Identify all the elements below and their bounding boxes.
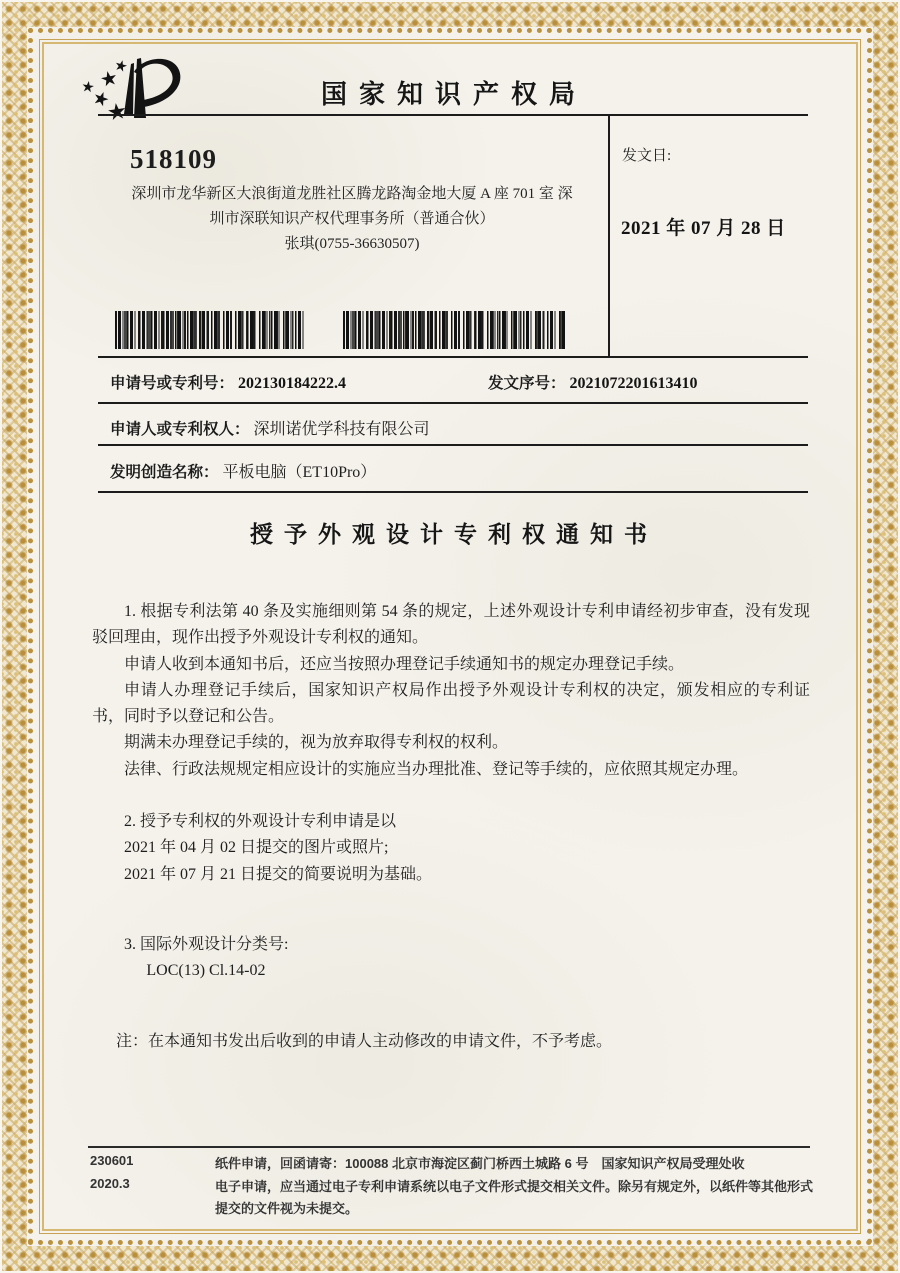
invention-name-value: 平板电脑（ET10Pro）: [222, 464, 377, 481]
notice-body: [92, 599, 810, 1055]
footer-instructions: [215, 1153, 825, 1221]
section2-heading: 2. 授予专利权的外观设计专利申请是以: [124, 813, 397, 831]
invention-name-label: 发明创造名称：: [110, 464, 219, 481]
header-rule: [98, 114, 808, 116]
header-vertical-divider: [608, 114, 610, 357]
body-paragraph-5: 法律、行政法规规定相应设计的实施应当办理批准、登记等手续的，应依照其规定办理。: [124, 760, 749, 778]
notice-title: 授予外观设计专利权通知书: [250, 521, 658, 547]
note-paragraph: 注：在本通知书发出后收到的申请人主动修改的申请文件，不予考虑。: [116, 1032, 613, 1050]
address-contact: 张琪(0755-36630507): [284, 236, 420, 252]
applicant-label: 申请人或专利权人：: [110, 421, 250, 438]
application-number-label: 申请号或专利号：: [110, 375, 235, 392]
footer-rule: [88, 1146, 810, 1148]
row-divider-2: [98, 444, 808, 446]
body-paragraph-3: 申请人办理登记手续后，国家知识产权局作出授予外观设计专利权的决定，颁发相应的专利证书，同时予以登记和公告。: [92, 681, 810, 726]
row-divider-1: [98, 402, 808, 404]
footer-paper-filing-line: 纸件申请，回函请寄：100088 北京市海淀区蓟门桥西土城路 6 号 国家知识产权局受理处收: [215, 1156, 745, 1171]
agency-title: 国家知识产权局: [320, 79, 587, 109]
issue-date-value: 2021 年 07 月 28 日: [621, 218, 786, 239]
section2-line-2: 2021 年 07 月 21 日提交的简要说明为基础。: [124, 865, 433, 883]
body-paragraph-4: 期满未办理登记手续的，视为放弃取得专利权的权利。: [124, 734, 509, 752]
barcode-bottom-rule: [98, 356, 808, 358]
serial-number-row: [488, 371, 698, 393]
recipient-address-block: [104, 182, 600, 257]
serial-number-value: 2021072201613410: [569, 375, 698, 392]
address-line-2: 圳市深联知识产权代理事务所（普通合伙）: [209, 211, 495, 227]
postal-code: 518109: [130, 144, 217, 174]
address-line-1: 深圳市龙华新区大浪街道龙胜社区腾龙路淘金地大厦 A 座 701 室 深: [131, 186, 573, 202]
applicant-value: 深圳诺优学科技有限公司: [253, 421, 430, 438]
issue-date-label: 发文日:: [622, 148, 672, 164]
footer-electronic-filing-line: 电子申请，应当通过电子专利申请系统以电子文件形式提交相关文件。除另有规定外，以纸件等其他形式提交的文件视为未提交。: [215, 1178, 814, 1216]
section2-line-1: 2021 年 04 月 02 日提交的图片或照片;: [124, 839, 389, 857]
application-number-row: [110, 371, 346, 393]
row-divider-3: [98, 491, 808, 493]
body-paragraph-1: 1. 根据专利法第 40 条及实施细则第 54 条的规定，上述外观设计专利申请经初步审查，没有发现驳回理由，现作出授予外观设计专利权的通知。: [92, 603, 810, 647]
body-paragraph-2: 申请人收到本通知书后，还应当按照办理登记手续通知书的规定办理登记手续。: [124, 655, 685, 673]
barcode-right: [343, 311, 565, 349]
serial-number-label: 发文序号：: [488, 375, 566, 392]
form-version: 2020.3: [90, 1176, 130, 1191]
locarno-class-value: LOC(13) Cl.14-02: [146, 962, 266, 980]
applicant-row: [110, 416, 430, 439]
section3-heading: 3. 国际外观设计分类号:: [124, 935, 289, 953]
form-code: 230601: [90, 1153, 134, 1168]
invention-name-row: [110, 459, 376, 482]
barcode-left: [115, 311, 305, 349]
application-number-value: 202130184222.4: [238, 375, 347, 392]
